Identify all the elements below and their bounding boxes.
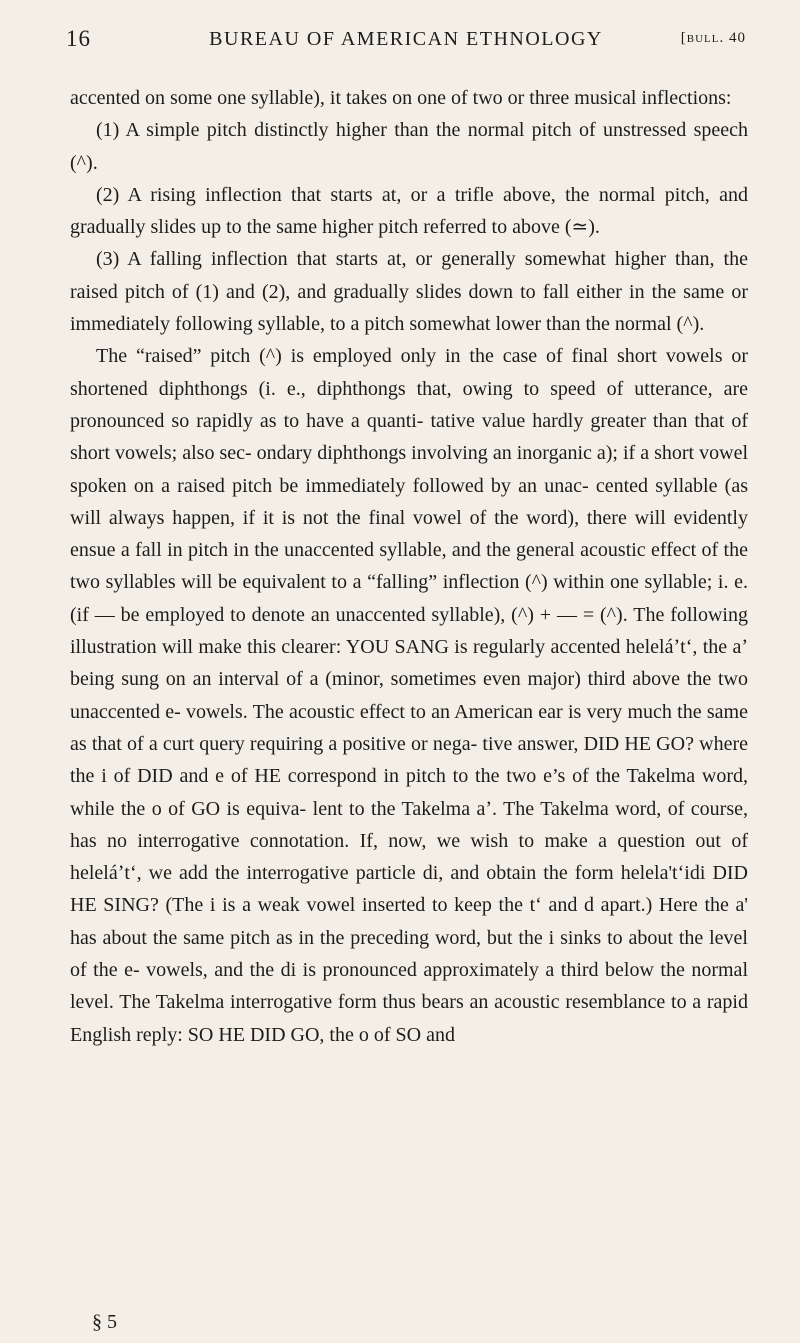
bulletin-number: [bull. 40 — [680, 30, 746, 46]
running-title: BUREAU OF AMERICAN ETHNOLOGY — [209, 28, 603, 50]
page-header — [66, 26, 746, 56]
page-number: 16 — [66, 26, 91, 51]
section-mark: § 5 — [92, 1311, 117, 1333]
paragraph-item-3: (3) A falling inflection that starts at, or generally somewhat higher than, the raised pitch of (1) and (2), and gradually slides down to fall either in the same or immediately following syllable, to a pitch somewhat lower than the normal (^). — [70, 248, 748, 336]
paragraph-raised-pitch: The “raised” pitch (^) is employed only in the case of final short vowels or shortened diphthongs (i. e., diphthongs that, owing to speed of utterance, are pronounced so rapidly as to have a quanti- tative value hardly greater than that of short vowels; also sec- ondary diphthongs involving an inorganic a); if a short vowel spoken on a raised pitch be immediately followed by an unac- cented syllable (as will always happen, if it is not the final vowel of the word), there will evidently ensue a fall in pitch in the unaccented syllable, and the general acoustic effect of the two syllables will be equivalent to a “falling” inflection (^) within one syllable; i. e. (if — be employed to denote an unaccented syllable), (^) + — = (^). The following illustration will make this clearer: YOU SANG is regularly accented heleláʼtʻ, the aʼ being sung on an interval of a (minor, sometimes even major) third above the two unaccented e- vowels. The acoustic effect to an American ear is very much the same as that of a curt query requiring a positive or nega- tive answer, DID HE GO? where the i of DID and e of HE correspond in pitch to the two e’s of the Takelma word, while the o of GO is equiva- lent to the Takelma aʼ. The Takelma word, of course, has no interrogative connotation. If, now, we wish to make a question out of heleláʼtʻ, we add the interrogative particle di, and obtain the form helela'tʻidi DID HE SING? (The i is a weak vowel inserted to keep the tʻ and d apart.) Here the a' has about the same pitch as in the preceding word, but the i sinks to about the level of the e- vowels, and the di is pronounced approximately a third below the normal level. The Takelma interrogative form thus bears an acoustic resemblance to a rapid English reply: SO HE DID GO, the o of SO and — [70, 345, 748, 1046]
paragraph-intro: accented on some one syllable), it takes on one of two or three musical inflections: — [70, 87, 732, 109]
paragraph-item-1: (1) A simple pitch distinctly higher than the normal pitch of unstressed speech (^). — [70, 119, 748, 174]
body-text — [70, 82, 748, 1051]
paragraph-item-2: (2) A rising inflection that starts at, or a trifle above, the normal pitch, and gradually slides up to the same higher pitch referred to above (≃). — [70, 183, 748, 239]
